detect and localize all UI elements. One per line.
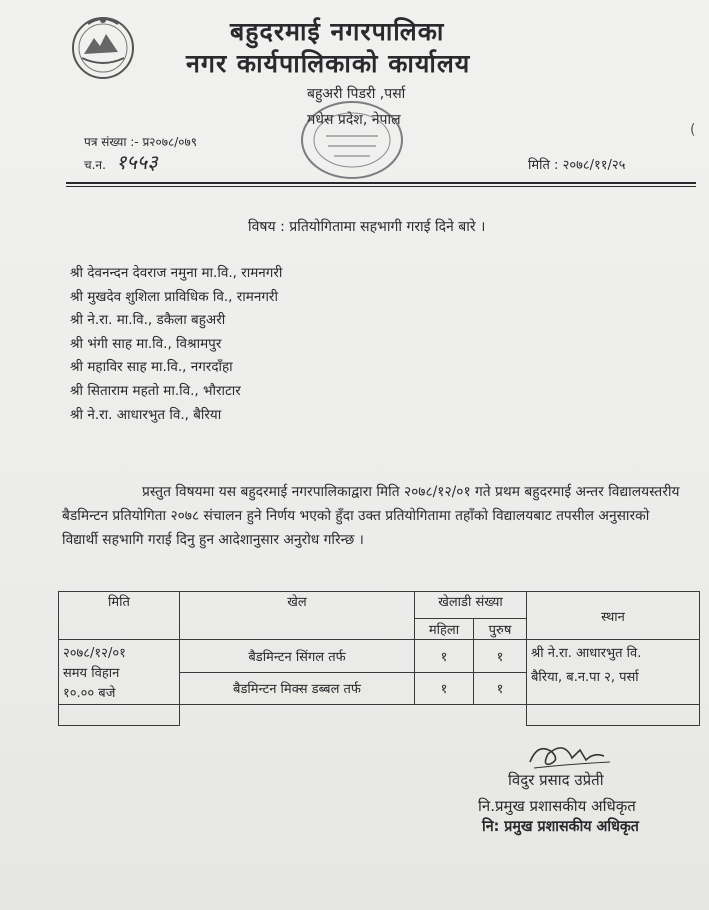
subject-line: विषय : प्रतियोगितामा सहभागी गराई दिने बारे । [248, 219, 486, 235]
signatory-name: विदुर प्रसाद उप्रेती [508, 771, 604, 789]
venue-cell [527, 640, 700, 705]
header-rule [66, 182, 696, 184]
schedule-table [58, 591, 700, 726]
venue-address: बैरिया, ब.न.पा २, पर्सा [531, 670, 639, 685]
schedule-date-cell [59, 640, 180, 705]
schedule-time-label: समय विहान [63, 666, 120, 681]
game-name: बैडमिन्टन मिक्स डब्बल तर्फ [180, 672, 415, 705]
male-count: १ [474, 640, 527, 673]
dispatch-number: १५५३ [116, 150, 158, 174]
venue-school: श्री ने.रा. आधारभुत वि. [531, 646, 642, 661]
recipient-item: श्री मुखदेव शुशिला प्राविधिक वि., रामनगरी [70, 288, 278, 305]
recipient-item: श्री ने.रा. मा.वि., डकैला बहुअरी [70, 312, 226, 329]
recipient-item: श्री महाविर साह मा.वि., नगरदाँहा [70, 359, 233, 376]
signatory-stamp-title: नि: प्रमुख प्रशासकीय अधिकृत [482, 817, 639, 835]
margin-mark: ( [690, 122, 696, 138]
office-address: बहुअरी पिडरी ,पर्सा [307, 86, 406, 102]
female-count: १ [415, 640, 474, 673]
recipient-item: श्री देवनन्दन देवराज नमुना मा.वि., रामनगरी [70, 265, 283, 281]
office-name: नगर कार्यपालिकाको कार्यालय [186, 49, 471, 78]
recipient-item: श्री ने.रा. आधारभुत वि., बैरिया [70, 406, 222, 423]
signature-icon [520, 734, 620, 774]
office-stamp-icon [296, 96, 408, 184]
recipient-list [70, 262, 282, 427]
header-female: महिला [415, 619, 474, 640]
table-row [59, 640, 700, 673]
header-rule-thin [66, 186, 696, 187]
schedule-time: १०.०० बजे [63, 686, 116, 701]
letter-date: मिति : २०७८/११/२५ [528, 158, 626, 173]
signatory-title: नि.प्रमुख प्रशासकीय अधिकृत [478, 797, 636, 815]
letter-body: प्रस्तुत विषयमा यस बहुदरमाई नगरपालिकाद्वारा मिति २०७८/१२/०१ गते प्रथम बहुदरमाई अन्तर विद्यालयस्तरीय बैडमिन्टन प्रतियोगिता २०७८ संचालन हुने निर्णय भएको हुँदा उक्त प्रतियोगितामा तहाँको विद्यालयबाट तपसील अनुसारको विद्यार्थी सहभागि गराई दिनु हुन आदेशानुसार अनुरोध गरिन्छ । [62, 483, 680, 548]
recipient-item: श्री सिताराम महतो मा.वि., भौराटार [70, 382, 241, 399]
game-name: बैडमिन्टन सिंगल तर्फ [180, 640, 415, 673]
male-count: १ [474, 672, 527, 705]
office-province: मधेस प्रदेश, नेपाल [307, 112, 401, 128]
header-place: स्थान [527, 592, 700, 640]
header-date: मिति [59, 592, 180, 640]
recipient-item: श्री भंगी साह मा.वि., विश्रामपुर [70, 335, 222, 352]
female-count: १ [415, 672, 474, 705]
table-header-row [59, 592, 700, 619]
schedule-date: २०७८/१२/०१ [63, 646, 126, 661]
header-players: खेलाडी संख्या [415, 592, 527, 619]
header-male: पुरुष [474, 619, 527, 640]
municipality-name: बहुदरमाई नगरपालिका [230, 17, 445, 46]
nepal-emblem-icon [66, 12, 140, 82]
dispatch-label: च.न. [84, 158, 106, 172]
letter-number: पत्र संख्या :- प्र२०७८/०७९ [84, 135, 198, 149]
header-game: खेल [180, 592, 415, 640]
table-spacer-row [59, 705, 700, 726]
